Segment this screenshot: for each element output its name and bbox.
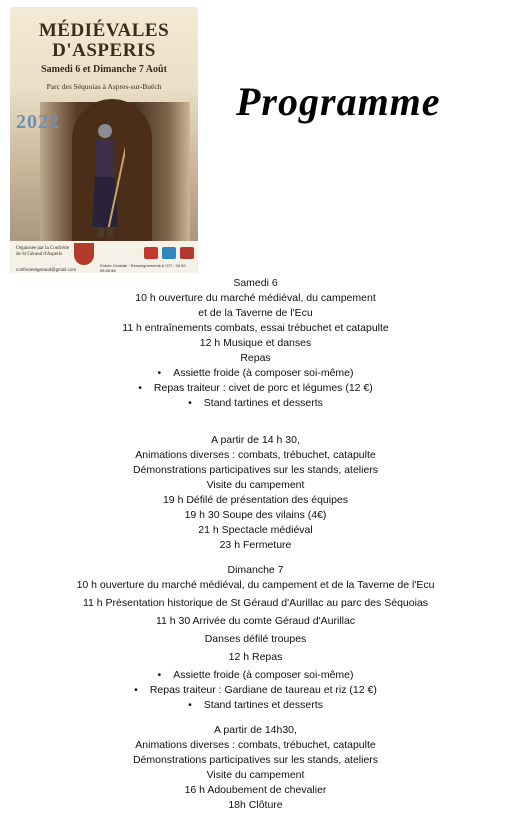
schedule-line: 19 h 30 Soupe des vilains (4€) bbox=[184, 509, 327, 521]
meal-item: • Repas traiteur : civet de porc et légumes (12 €) bbox=[0, 381, 511, 396]
meal-item: • Assiette froide (à composer soi-même) bbox=[0, 668, 511, 683]
schedule-line: 10 h ouverture du marché médiéval, du campement bbox=[135, 292, 376, 304]
schedule-line: Animations diverses : combats, trébuchet, catapulte bbox=[135, 739, 376, 751]
schedule-line: 10 h ouverture du marché médiéval, du campement et de la Taverne de l'Ecu bbox=[76, 579, 435, 591]
schedule-line: Démonstrations participatives sur les stands, ateliers bbox=[132, 754, 379, 766]
schedule-line: 18h Clôture bbox=[228, 799, 283, 811]
spacer bbox=[0, 713, 511, 723]
day-title-sunday: Dimanche 7 bbox=[227, 564, 284, 576]
schedule-line: Démonstrations participatives sur les stands, ateliers bbox=[132, 464, 379, 476]
meal-item: • Assiette froide (à composer soi-même) bbox=[0, 366, 511, 381]
schedule-line: Danses défilé troupes bbox=[204, 633, 307, 645]
schedule-line: 12 h Repas bbox=[228, 651, 283, 663]
schedule-line: Animations diverses : combats, trébuchet, catapulte bbox=[135, 449, 376, 461]
schedule-line: Visite du campement bbox=[206, 479, 305, 491]
meal-item: • Stand tartines et desserts bbox=[0, 698, 511, 713]
poster-contact: Entrée Gratuite · Renseignements à l'OT : 04 92 58 68 88 bbox=[100, 263, 186, 273]
meal-item: • Stand tartines et desserts bbox=[0, 396, 511, 411]
schedule-line: 19 h Défilé de présentation des équipes bbox=[162, 494, 349, 506]
programme bbox=[0, 276, 511, 813]
spacer bbox=[0, 411, 511, 433]
schedule-line: 12 h Musique et danses bbox=[199, 337, 312, 349]
poster-title-line1: MÉDIÉVALES bbox=[38, 20, 170, 41]
event-poster bbox=[10, 7, 198, 273]
sponsor-logo-icon bbox=[180, 247, 194, 259]
day-title-saturday: Samedi 6 bbox=[233, 277, 278, 289]
schedule-line: Repas bbox=[240, 352, 271, 364]
crest-icon bbox=[74, 243, 94, 265]
poster-dates: Samedi 6 et Dimanche 7 Août bbox=[41, 64, 167, 75]
schedule-line: A partir de 14h30, bbox=[214, 724, 297, 736]
schedule-line: Visite du campement bbox=[206, 769, 305, 781]
schedule-line: 23 h Fermeture bbox=[219, 539, 292, 551]
poster-email: confreriestgeraud@gmail.com bbox=[16, 267, 77, 272]
schedule-line: et de la Taverne de l'Ecu bbox=[198, 307, 313, 319]
poster-venue: Parc des Séquoias à Aspres-sur-Buëch bbox=[46, 82, 162, 91]
knight-figure bbox=[85, 119, 125, 239]
schedule-line: A partir de 14 h 30, bbox=[211, 434, 300, 446]
schedule-line: 11 h entraînements combats, essai trébuchet et catapulte bbox=[122, 322, 389, 334]
schedule-line: 11 h Présentation historique de St Géraud d'Aurillac au parc des Séquoias bbox=[82, 597, 429, 609]
page-heading: Programme bbox=[236, 79, 441, 124]
sponsor-logo-icon bbox=[144, 247, 158, 259]
poster-title-line2: D'ASPERIS bbox=[52, 40, 156, 61]
sponsor-logo-icon bbox=[162, 247, 176, 259]
schedule-line: 16 h Adoubement de chevalier bbox=[184, 784, 327, 796]
schedule-line: 21 h Spectacle médiéval bbox=[198, 524, 313, 536]
spacer bbox=[0, 553, 511, 563]
poster-organizer: Organisée par la Confrérie de St Géraud d'Asperis bbox=[16, 246, 70, 257]
poster-year: 2022 bbox=[16, 111, 60, 133]
poster-title bbox=[10, 21, 198, 61]
meal-item: • Repas traiteur : Gardiane de taureau et riz (12 €) bbox=[0, 683, 511, 698]
schedule-line: 11 h 30 Arrivée du comte Géraud d'Aurillac bbox=[155, 615, 356, 627]
